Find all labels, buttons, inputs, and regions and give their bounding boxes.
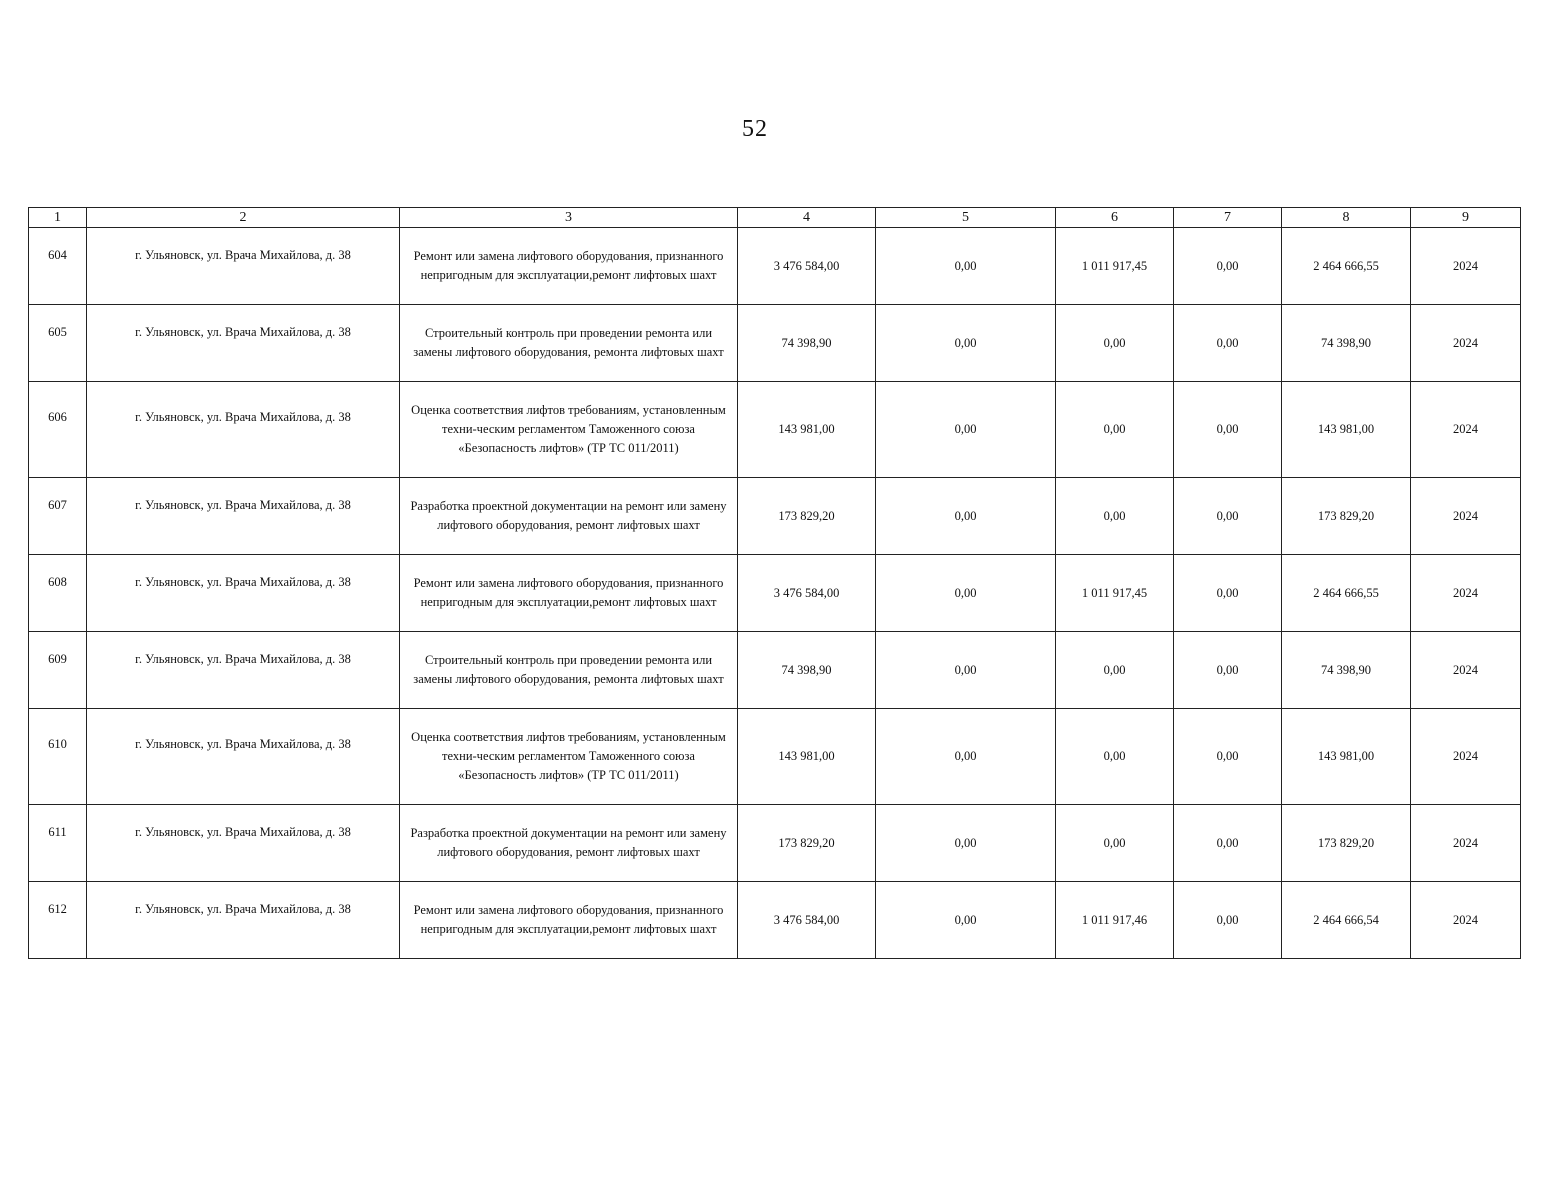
row-col5: 0,00 (876, 882, 1056, 959)
table-row (29, 709, 1521, 805)
row-number: 612 (29, 882, 87, 959)
row-col6: 0,00 (1056, 805, 1174, 882)
table-row (29, 555, 1521, 632)
row-address: г. Ульяновск, ул. Врача Михайлова, д. 38 (87, 382, 400, 478)
row-col4: 143 981,00 (738, 709, 876, 805)
row-col5: 0,00 (876, 555, 1056, 632)
row-address: г. Ульяновск, ул. Врача Михайлова, д. 38 (87, 228, 400, 305)
row-col8: 74 398,90 (1282, 305, 1411, 382)
row-col4: 74 398,90 (738, 632, 876, 709)
table-row (29, 882, 1521, 959)
row-work-type: Разработка проектной документации на ремонт или замену лифтового оборудования, ремонт лифтовых шахт (400, 805, 738, 882)
row-col4: 3 476 584,00 (738, 882, 876, 959)
row-col9: 2024 (1411, 805, 1521, 882)
row-col8: 173 829,20 (1282, 478, 1411, 555)
row-col8: 74 398,90 (1282, 632, 1411, 709)
row-work-type: Разработка проектной документации на ремонт или замену лифтового оборудования, ремонт лифтовых шахт (400, 478, 738, 555)
row-col6: 1 011 917,45 (1056, 228, 1174, 305)
row-col5: 0,00 (876, 709, 1056, 805)
page-number: 52 (742, 116, 768, 142)
row-address: г. Ульяновск, ул. Врача Михайлова, д. 38 (87, 478, 400, 555)
row-col7: 0,00 (1174, 882, 1282, 959)
row-col4: 3 476 584,00 (738, 555, 876, 632)
row-work-type: Ремонт или замена лифтового оборудования, признанного непригодным для эксплуатации,ремонт лифтовых шахт (400, 228, 738, 305)
row-col6: 1 011 917,45 (1056, 555, 1174, 632)
row-col7: 0,00 (1174, 305, 1282, 382)
row-col6: 0,00 (1056, 632, 1174, 709)
row-col9: 2024 (1411, 632, 1521, 709)
row-col8: 2 464 666,55 (1282, 555, 1411, 632)
row-number: 610 (29, 709, 87, 805)
row-col5: 0,00 (876, 305, 1056, 382)
row-col9: 2024 (1411, 228, 1521, 305)
col-header-6: 6 (1056, 208, 1174, 228)
row-work-type: Оценка соответствия лифтов требованиям, установленным техни-ческим регламентом Таможенного союза «Безопасность лифтов» (ТР ТС 011/2011) (400, 709, 738, 805)
row-col4: 3 476 584,00 (738, 228, 876, 305)
row-col9: 2024 (1411, 882, 1521, 959)
row-col9: 2024 (1411, 555, 1521, 632)
col-header-4: 4 (738, 208, 876, 228)
row-col7: 0,00 (1174, 805, 1282, 882)
row-col5: 0,00 (876, 632, 1056, 709)
row-work-type: Ремонт или замена лифтового оборудования, признанного непригодным для эксплуатации,ремонт лифтовых шахт (400, 555, 738, 632)
row-col9: 2024 (1411, 709, 1521, 805)
row-col6: 0,00 (1056, 382, 1174, 478)
row-col7: 0,00 (1174, 228, 1282, 305)
table-row (29, 478, 1521, 555)
row-col5: 0,00 (876, 228, 1056, 305)
row-number: 605 (29, 305, 87, 382)
header-row (29, 208, 1521, 228)
row-col8: 143 981,00 (1282, 709, 1411, 805)
row-col7: 0,00 (1174, 709, 1282, 805)
col-header-3: 3 (400, 208, 738, 228)
col-header-9: 9 (1411, 208, 1521, 228)
row-number: 607 (29, 478, 87, 555)
row-col9: 2024 (1411, 305, 1521, 382)
works-table (28, 207, 1521, 959)
row-address: г. Ульяновск, ул. Врача Михайлова, д. 38 (87, 882, 400, 959)
col-header-1: 1 (29, 208, 87, 228)
row-col8: 143 981,00 (1282, 382, 1411, 478)
row-col6: 0,00 (1056, 305, 1174, 382)
row-col8: 173 829,20 (1282, 805, 1411, 882)
row-work-type: Оценка соответствия лифтов требованиям, установленным техни-ческим регламентом Таможенного союза «Безопасность лифтов» (ТР ТС 011/2011) (400, 382, 738, 478)
row-number: 608 (29, 555, 87, 632)
row-col7: 0,00 (1174, 555, 1282, 632)
col-header-2: 2 (87, 208, 400, 228)
row-col6: 0,00 (1056, 478, 1174, 555)
row-address: г. Ульяновск, ул. Врача Михайлова, д. 38 (87, 305, 400, 382)
row-address: г. Ульяновск, ул. Врача Михайлова, д. 38 (87, 632, 400, 709)
row-work-type: Ремонт или замена лифтового оборудования, признанного непригодным для эксплуатации,ремонт лифтовых шахт (400, 882, 738, 959)
row-address: г. Ульяновск, ул. Врача Михайлова, д. 38 (87, 805, 400, 882)
col-header-5: 5 (876, 208, 1056, 228)
row-col5: 0,00 (876, 478, 1056, 555)
row-col4: 143 981,00 (738, 382, 876, 478)
row-col4: 173 829,20 (738, 478, 876, 555)
row-number: 606 (29, 382, 87, 478)
table-row (29, 632, 1521, 709)
table-row (29, 228, 1521, 305)
row-address: г. Ульяновск, ул. Врача Михайлова, д. 38 (87, 709, 400, 805)
row-number: 611 (29, 805, 87, 882)
row-work-type: Строительный контроль при проведении ремонта или замены лифтового оборудования, ремонта лифтовых шахт (400, 305, 738, 382)
row-work-type: Строительный контроль при проведении ремонта или замены лифтового оборудования, ремонта лифтовых шахт (400, 632, 738, 709)
col-header-8: 8 (1282, 208, 1411, 228)
row-col8: 2 464 666,55 (1282, 228, 1411, 305)
table-row (29, 382, 1521, 478)
col-header-7: 7 (1174, 208, 1282, 228)
row-number: 604 (29, 228, 87, 305)
row-col6: 1 011 917,46 (1056, 882, 1174, 959)
row-col4: 173 829,20 (738, 805, 876, 882)
row-number: 609 (29, 632, 87, 709)
table-row (29, 805, 1521, 882)
row-col7: 0,00 (1174, 382, 1282, 478)
row-col9: 2024 (1411, 382, 1521, 478)
row-col6: 0,00 (1056, 709, 1174, 805)
row-col5: 0,00 (876, 382, 1056, 478)
row-address: г. Ульяновск, ул. Врача Михайлова, д. 38 (87, 555, 400, 632)
row-col8: 2 464 666,54 (1282, 882, 1411, 959)
row-col9: 2024 (1411, 478, 1521, 555)
row-col7: 0,00 (1174, 632, 1282, 709)
row-col4: 74 398,90 (738, 305, 876, 382)
table-row (29, 305, 1521, 382)
row-col7: 0,00 (1174, 478, 1282, 555)
row-col5: 0,00 (876, 805, 1056, 882)
